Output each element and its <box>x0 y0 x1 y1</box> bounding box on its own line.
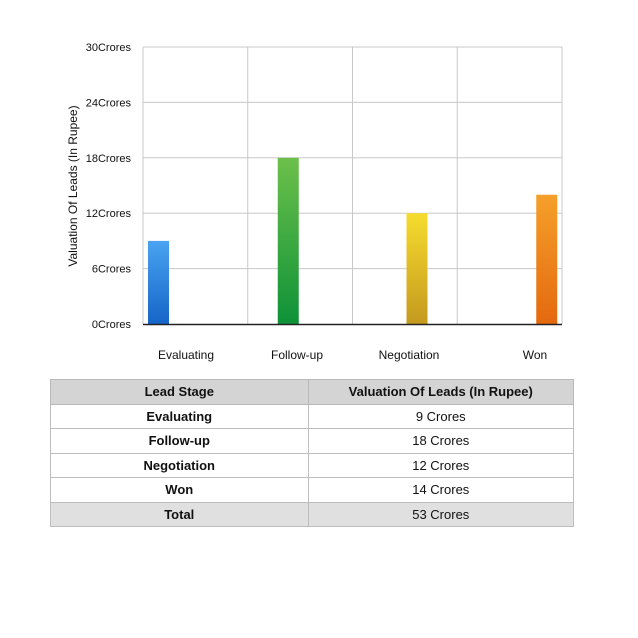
cell-total-value: 53 Crores <box>308 502 573 527</box>
bar <box>148 241 169 324</box>
y-tick-label: 6Crores <box>91 263 131 276</box>
cell-value: 9 Crores <box>308 404 573 429</box>
x-category-label: Follow-up <box>270 348 324 362</box>
cell-value: 18 Crores <box>308 429 573 454</box>
x-category-label: Won <box>522 348 548 362</box>
cell-stage: Evaluating <box>51 404 309 429</box>
table-total-row <box>51 502 574 527</box>
y-tick-label: 12Crores <box>85 208 131 221</box>
bar <box>278 158 299 324</box>
cell-stage: Won <box>51 478 309 503</box>
y-tick-label: 30Crores <box>85 42 131 54</box>
table-row <box>51 429 574 454</box>
table-row <box>51 453 574 478</box>
header-lead-stage: Lead Stage <box>51 380 309 405</box>
cell-stage: Negotiation <box>51 453 309 478</box>
bar <box>536 195 557 324</box>
y-tick-label: 24Crores <box>85 97 131 110</box>
x-category-label: Evaluating <box>157 348 215 362</box>
cell-value: 14 Crores <box>308 478 573 503</box>
y-tick-label: 0Crores <box>91 319 131 331</box>
table-header-row <box>51 380 574 405</box>
table-row <box>51 478 574 503</box>
table-row <box>51 404 574 429</box>
cell-value: 12 Crores <box>308 453 573 478</box>
bar <box>407 213 428 324</box>
cell-total-label: Total <box>51 502 309 527</box>
lead-valuation-table <box>50 379 574 527</box>
header-valuation: Valuation Of Leads (In Rupee) <box>308 380 573 405</box>
y-axis-title: Valuation Of Leads (In Rupee) <box>66 105 80 267</box>
x-category-label: Negotiation <box>378 348 440 362</box>
cell-stage: Follow-up <box>51 429 309 454</box>
y-tick-label: 18Crores <box>85 152 131 165</box>
